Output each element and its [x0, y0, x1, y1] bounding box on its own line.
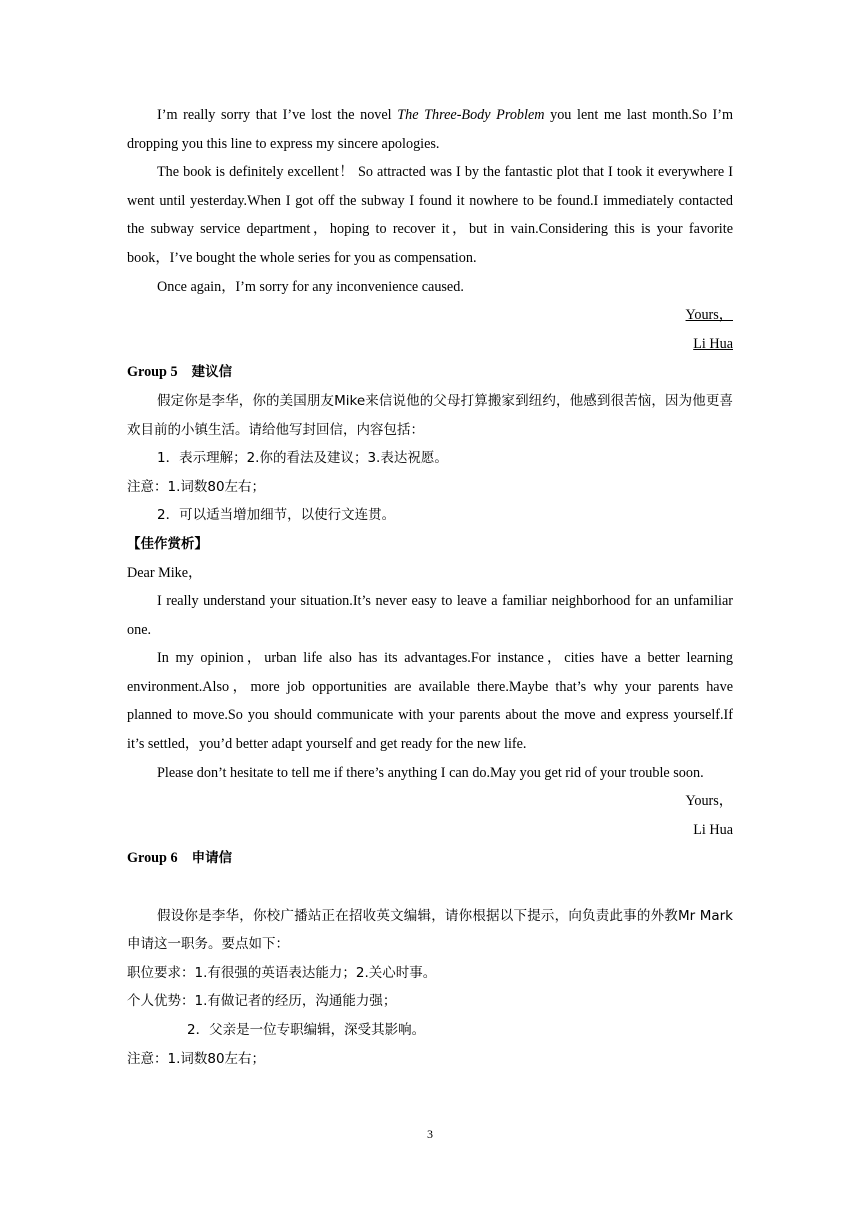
apology-signature	[127, 330, 733, 359]
group5-note-2: 2．可以适当增加细节，以使行文连贯。	[157, 507, 396, 524]
advice-signature: Li Hua	[693, 821, 733, 838]
apology-p1-text-a: I’m really sorry that I’ve lost the novel	[157, 107, 398, 123]
group5-points: 1．表示理解；2.你的看法及建议；3.表达祝愿。	[157, 450, 448, 467]
apology-paragraph-3: Once again，I’m sorry for any inconvenience caused.	[157, 278, 464, 295]
advice-paragraph-3: Please don’t hesitate to tell me if there’s anything I can do.May you get rid of your trouble soon.	[157, 764, 704, 781]
blank-line	[127, 873, 733, 902]
group6-heading	[127, 844, 733, 873]
group5-heading	[127, 358, 733, 387]
group5-note-1: 注意：1.词数80左右；	[127, 478, 266, 495]
page-content	[127, 101, 733, 1073]
group5-prompt: 假定你是李华，你的美国朋友Mike来信说他的父母打算搬家到纽约，他感到很苦恼，因为他更喜欢目前的小镇生活。请给他写封回信，内容包括：	[127, 392, 733, 438]
apology-paragraph-2: The book is definitely excellent！ So attracted was I by the fantastic plot that I took it everywhere I went until yesterday.When I got off the subway I found it nowhere to be found.I immediately contacted the subway service department，hoping to recover it，but in vain.Considering this is your favorite book，I’ve bought the whole series for you as compensation.	[127, 164, 733, 266]
group6-prompt: 假设你是李华，你校广播站正在招收英文编辑，请你根据以下提示，向负责此事的外教Mr Mark申请这一职务。要点如下：	[127, 907, 733, 953]
advice-paragraph-1: I really understand your situation.It’s never easy to leave a familiar neighborhood for an unfamiliar one.	[127, 593, 733, 638]
group6-note-1: 注意：1.词数80左右；	[127, 1050, 266, 1067]
apology-closing-text: Yours，	[685, 307, 733, 324]
apology-paragraph-1	[127, 101, 733, 158]
group6-title: 申请信	[191, 850, 233, 867]
advice-closing: Yours，	[685, 793, 733, 810]
group6-advantages-2: 2．父亲是一位专职编辑，深受其影响。	[187, 1022, 426, 1038]
page-number: 3	[427, 1127, 433, 1141]
novel-title: The Three-Body Problem	[397, 107, 545, 123]
advice-paragraph-2: In my opinion，urban life also has its advantages.For instance，cities have a better learning environment.Also，more job opportunities are available there.Maybe that’s why your parents have planned to move.So you should communicate with your parents about the move and express yourself.If it’s settled，you’d better adapt yourself and get ready for the new life.	[127, 650, 733, 753]
group6-requirements: 职位要求：1.有很强的英语表达能力；2.关心时事。	[127, 964, 437, 981]
group5-title: 建议信	[191, 364, 233, 381]
group6-label: Group 6	[127, 850, 178, 867]
apology-signature-text: Li Hua	[693, 335, 733, 352]
apology-closing	[127, 301, 733, 330]
apology-p1-text-b: you lent me last month.So I’m dropping you this line to express my sincere apologies.	[127, 107, 734, 152]
appreciation-tag: 【佳作赏析】	[127, 535, 208, 552]
group5-label: Group 5	[127, 364, 178, 381]
advice-greeting: Dear Mike，	[127, 564, 203, 581]
group6-advantages-1: 个人优势：1.有做记者的经历，沟通能力强；	[127, 993, 397, 1010]
